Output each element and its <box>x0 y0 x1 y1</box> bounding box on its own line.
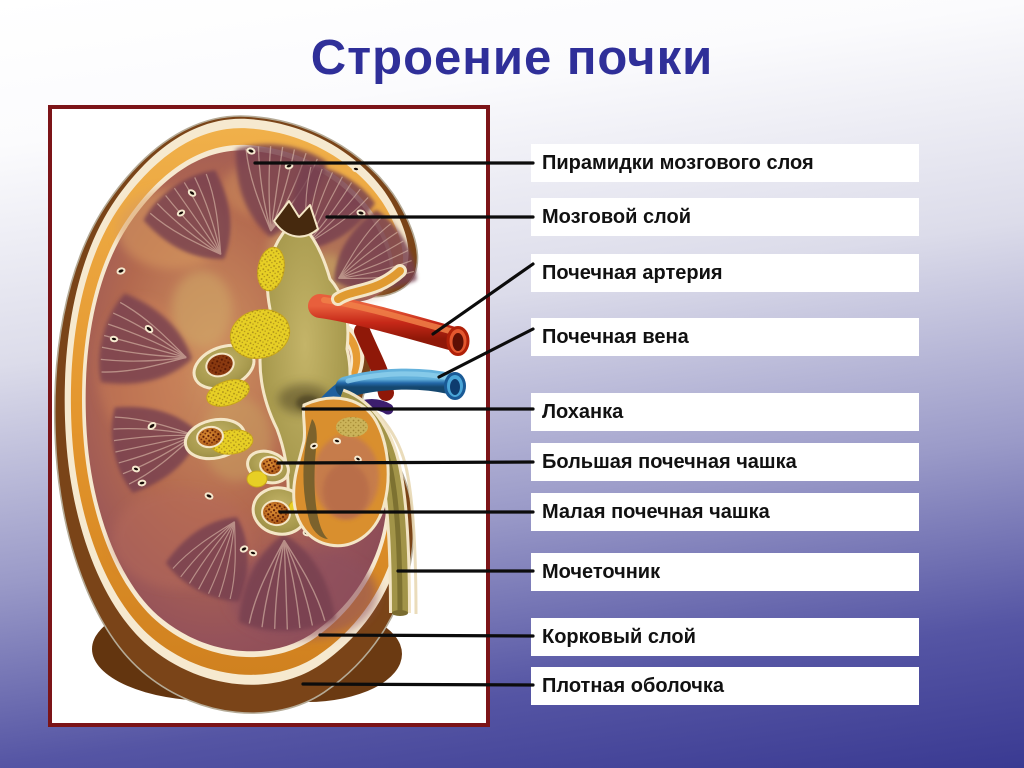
label-pyramids: Пирамидки мозгового слоя <box>531 144 919 182</box>
label-pelvis: Лоханка <box>531 393 919 431</box>
kidney-figure-frame <box>48 105 490 727</box>
label-renal-artery: Почечная артерия <box>531 254 919 292</box>
label-renal-vein: Почечная вена <box>531 318 919 356</box>
page-title: Строение почки <box>310 31 714 85</box>
label-minor-calyx: Малая почечная чашка <box>531 493 919 531</box>
label-ureter: Мочеточник <box>531 553 919 591</box>
label-cortical-layer: Корковый слой <box>531 618 919 656</box>
label-capsule: Плотная оболочка <box>531 667 919 705</box>
lower-hilum-lobe <box>294 398 388 546</box>
label-medullary-layer: Мозговой слой <box>531 198 919 236</box>
kidney-illustration <box>52 109 486 723</box>
label-major-calyx: Большая почечная чашка <box>531 443 919 481</box>
